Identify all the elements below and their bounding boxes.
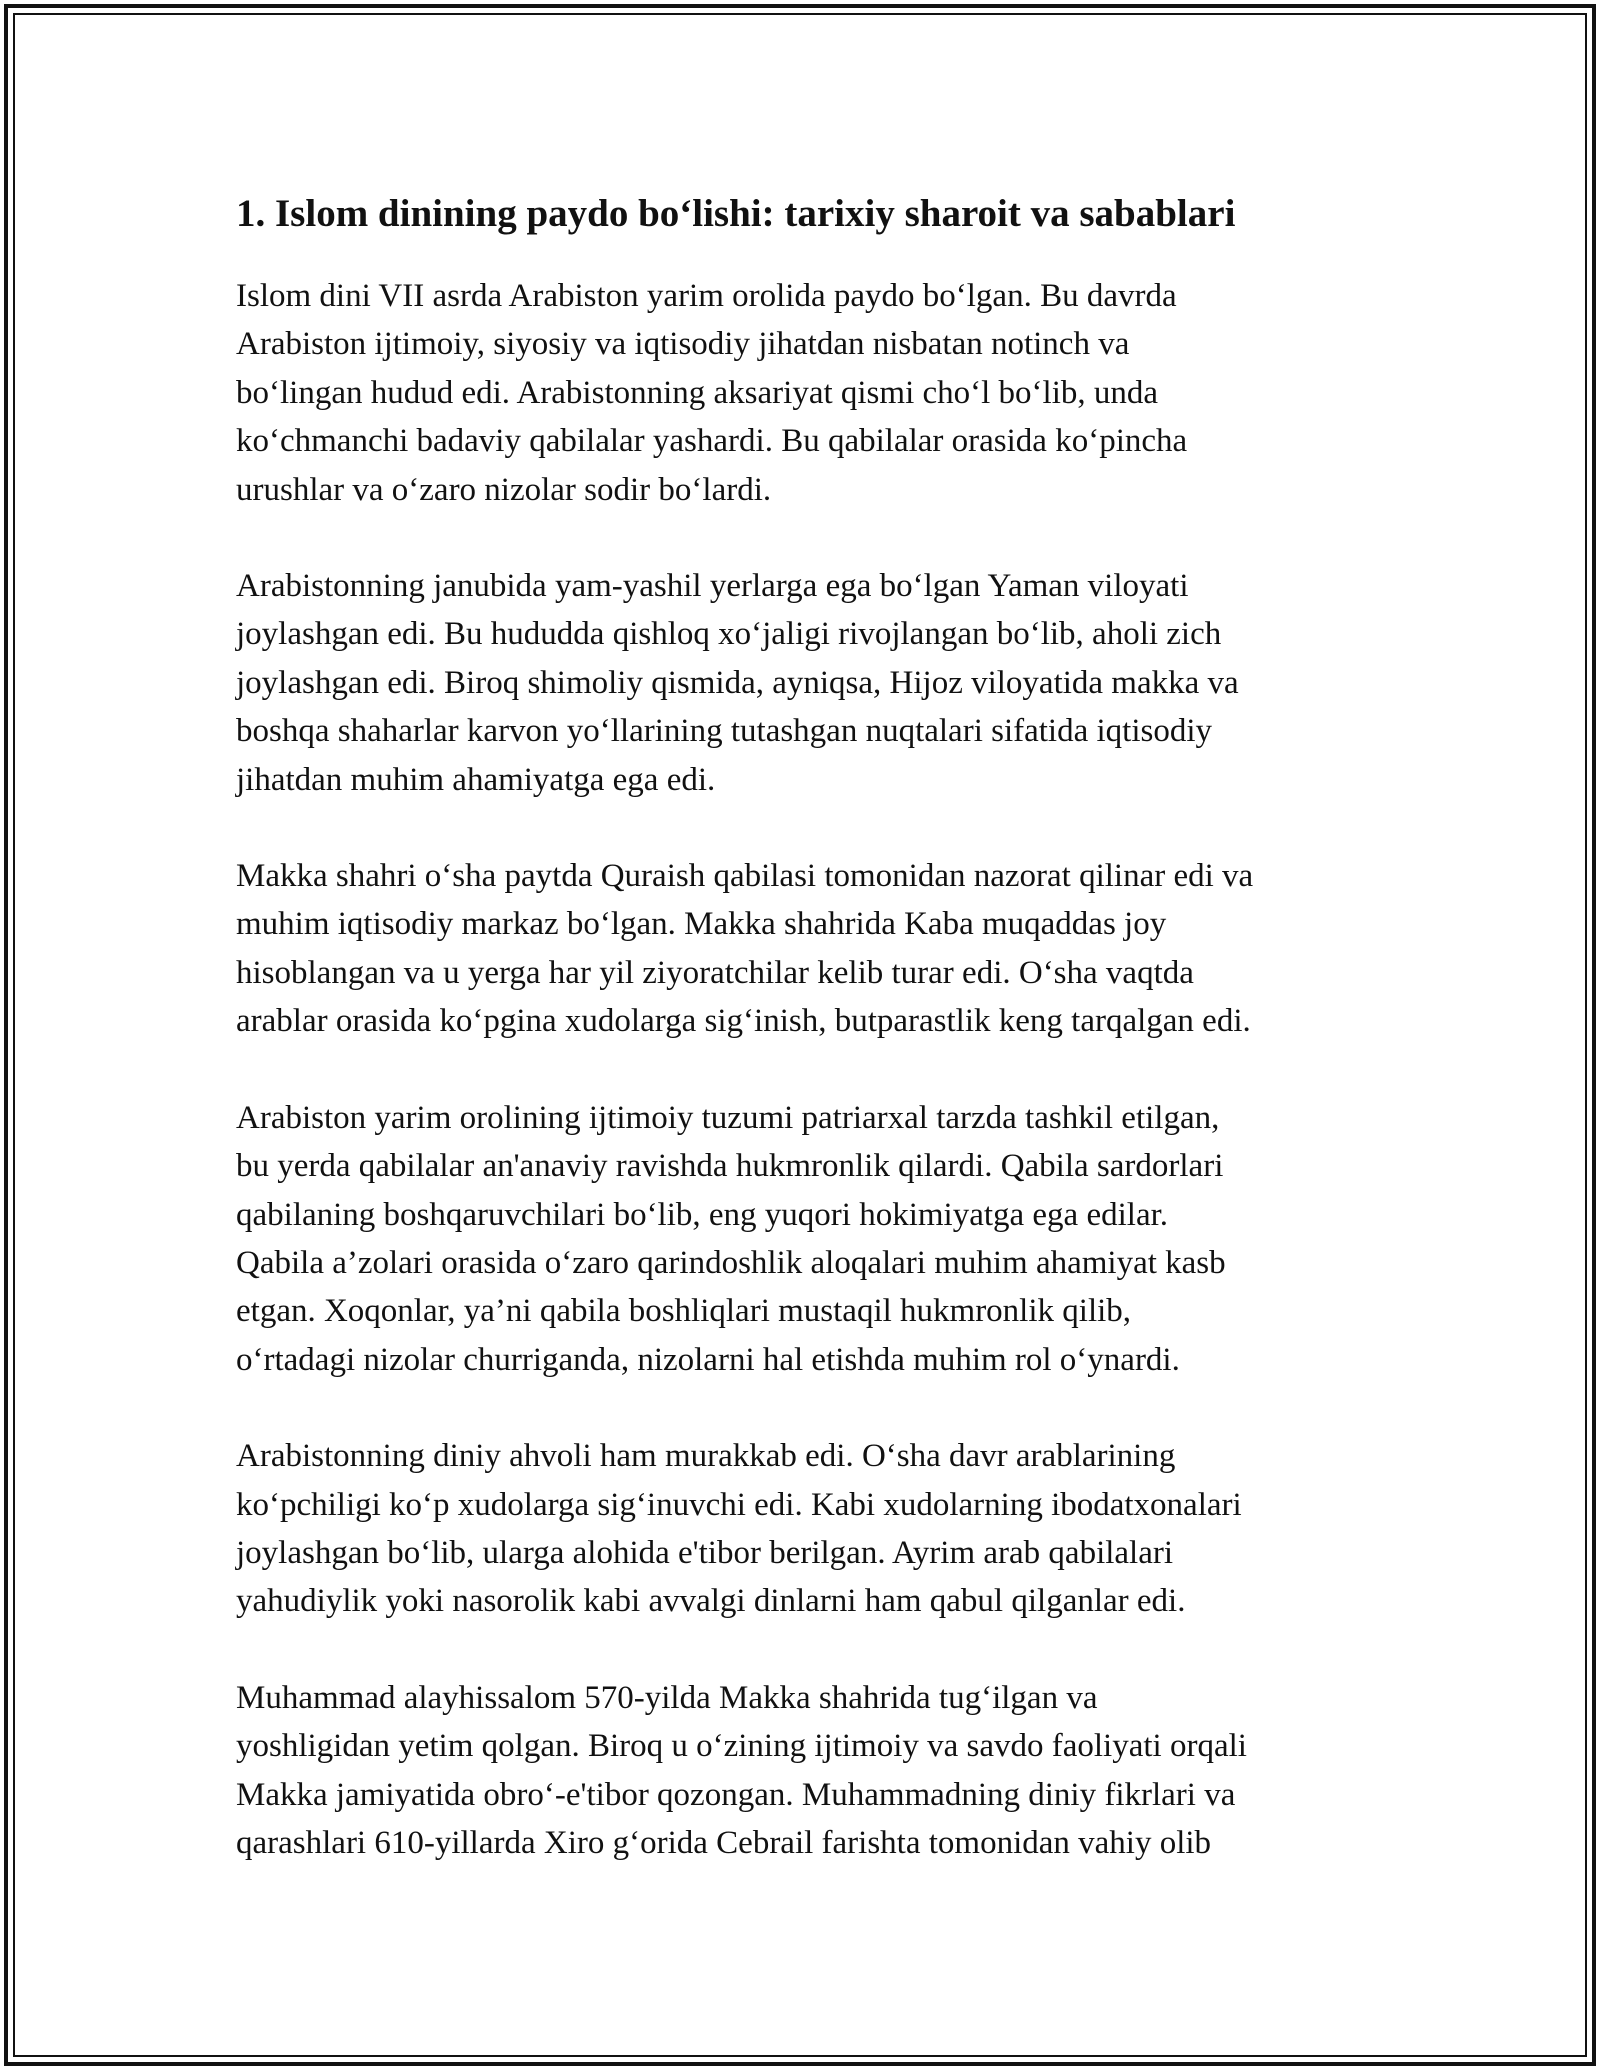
text-line: o‘rtadagi nizolar churriganda, nizolarni hal etishda muhim rol o‘ynardi. xyxy=(236,1341,1180,1378)
text-line: urushlar va o‘zaro nizolar sodir bo‘lardi. xyxy=(236,471,772,508)
text-line: ko‘pchiligi ko‘p xudolarga sig‘inuvchi edi. Kabi xudolarning ibodatxonalari xyxy=(236,1486,1242,1523)
text-line: jihatdan muhim ahamiyatga ega edi. xyxy=(236,761,716,798)
section-title: 1. Islom dinining paydo bo‘lishi: tarixiy sharoit va sabablari xyxy=(236,192,1236,235)
text-line: bo‘lingan hudud edi. Arabistonning aksariyat qismi cho‘l bo‘lib, unda xyxy=(236,374,1159,411)
text-line: Arabiston ijtimoiy, siyosiy va iqtisodiy jihatdan nisbatan notinch va xyxy=(236,326,1130,363)
text-line: Makka shahri o‘sha paytda Quraish qabilasi tomonidan nazorat qilinar edi va xyxy=(236,858,1254,895)
paragraph-6 xyxy=(236,1674,1366,1868)
paragraph-2 xyxy=(236,562,1366,804)
text-line: arablar orasida ko‘pgina xudolarga sig‘inish, butparastlik keng tarqalgan edi. xyxy=(236,1003,1251,1040)
text-line: joylashgan bo‘lib, ularga alohida e'tibor berilgan. Ayrim arab qabilalari xyxy=(236,1534,1174,1571)
paragraph-1 xyxy=(236,272,1366,514)
paragraph-3 xyxy=(236,852,1366,1046)
paragraph-4 xyxy=(236,1094,1366,1384)
text-line: hisoblangan va u yerga har yil ziyoratchilar kelib turar edi. O‘sha vaqtda xyxy=(236,954,1194,991)
text-line: yahudiylik yoki nasorolik kabi avvalgi dinlarni ham qabul qilganlar edi. xyxy=(236,1583,1186,1620)
text-line: ko‘chmanchi badaviy qabilalar yashardi. Bu qabilalar orasida ko‘pincha xyxy=(236,423,1188,460)
text-line: Makka jamiyatida obro‘-e'tibor qozongan. Muhammadning diniy fikrlari va xyxy=(236,1776,1236,1813)
text-line: Arabiston yarim orolining ijtimoiy tuzumi patriarxal tarzda tashkil etilgan, xyxy=(236,1099,1220,1136)
text-line: Islom dini VII asrda Arabiston yarim orolida paydo bo‘lgan. Bu davrda xyxy=(236,278,1177,314)
text-line: Qabila a’zolari orasida o‘zaro qarindoshlik aloqalari muhim ahamiyat kasb xyxy=(236,1244,1226,1281)
paragraph-5 xyxy=(236,1432,1366,1626)
text-line: Muhammad alayhissalom 570-yilda Makka shahrida tug‘ilgan va xyxy=(236,1679,1098,1716)
document-body xyxy=(236,186,1366,1915)
text-line: etgan. Xoqonlar, ya’ni qabila boshliqlari mustaqil hukmronlik qilib, xyxy=(236,1293,1132,1330)
text-line: qabilaning boshqaruvchilari bo‘lib, eng yuqori hokimiyatga ega edilar. xyxy=(236,1196,1169,1233)
text-line: boshqa shaharlar karvon yo‘llarining tutashgan nuqtalari sifatida iqtisodiy xyxy=(236,713,1213,750)
text-line: bu yerda qabilalar an'anaviy ravishda hukmronlik qilardi. Qabila sardorlari xyxy=(236,1148,1224,1185)
text-line: Arabistonning diniy ahvoli ham murakkab edi. O‘sha davr arablarining xyxy=(236,1438,1176,1475)
text-line: muhim iqtisodiy markaz bo‘lgan. Makka shahrida Kaba muqaddas joy xyxy=(236,906,1167,943)
text-line: qarashlari 610-yillarda Xiro g‘orida Cebrail farishta tomonidan vahiy olib xyxy=(236,1824,1212,1861)
text-line: joylashgan edi. Biroq shimoliy qismida, ayniqsa, Hijoz viloyatida makka va xyxy=(236,664,1239,701)
text-line: yoshligidan yetim qolgan. Biroq u o‘zining ijtimoiy va savdo faoliyati orqali xyxy=(236,1728,1247,1765)
text-line: joylashgan edi. Bu hududda qishloq xo‘jaligi rivojlangan bo‘lib, aholi zich xyxy=(236,616,1222,653)
text-line: Arabistonning janubida yam-yashil yerlarga ega bo‘lgan Yaman viloyati xyxy=(236,568,1189,605)
